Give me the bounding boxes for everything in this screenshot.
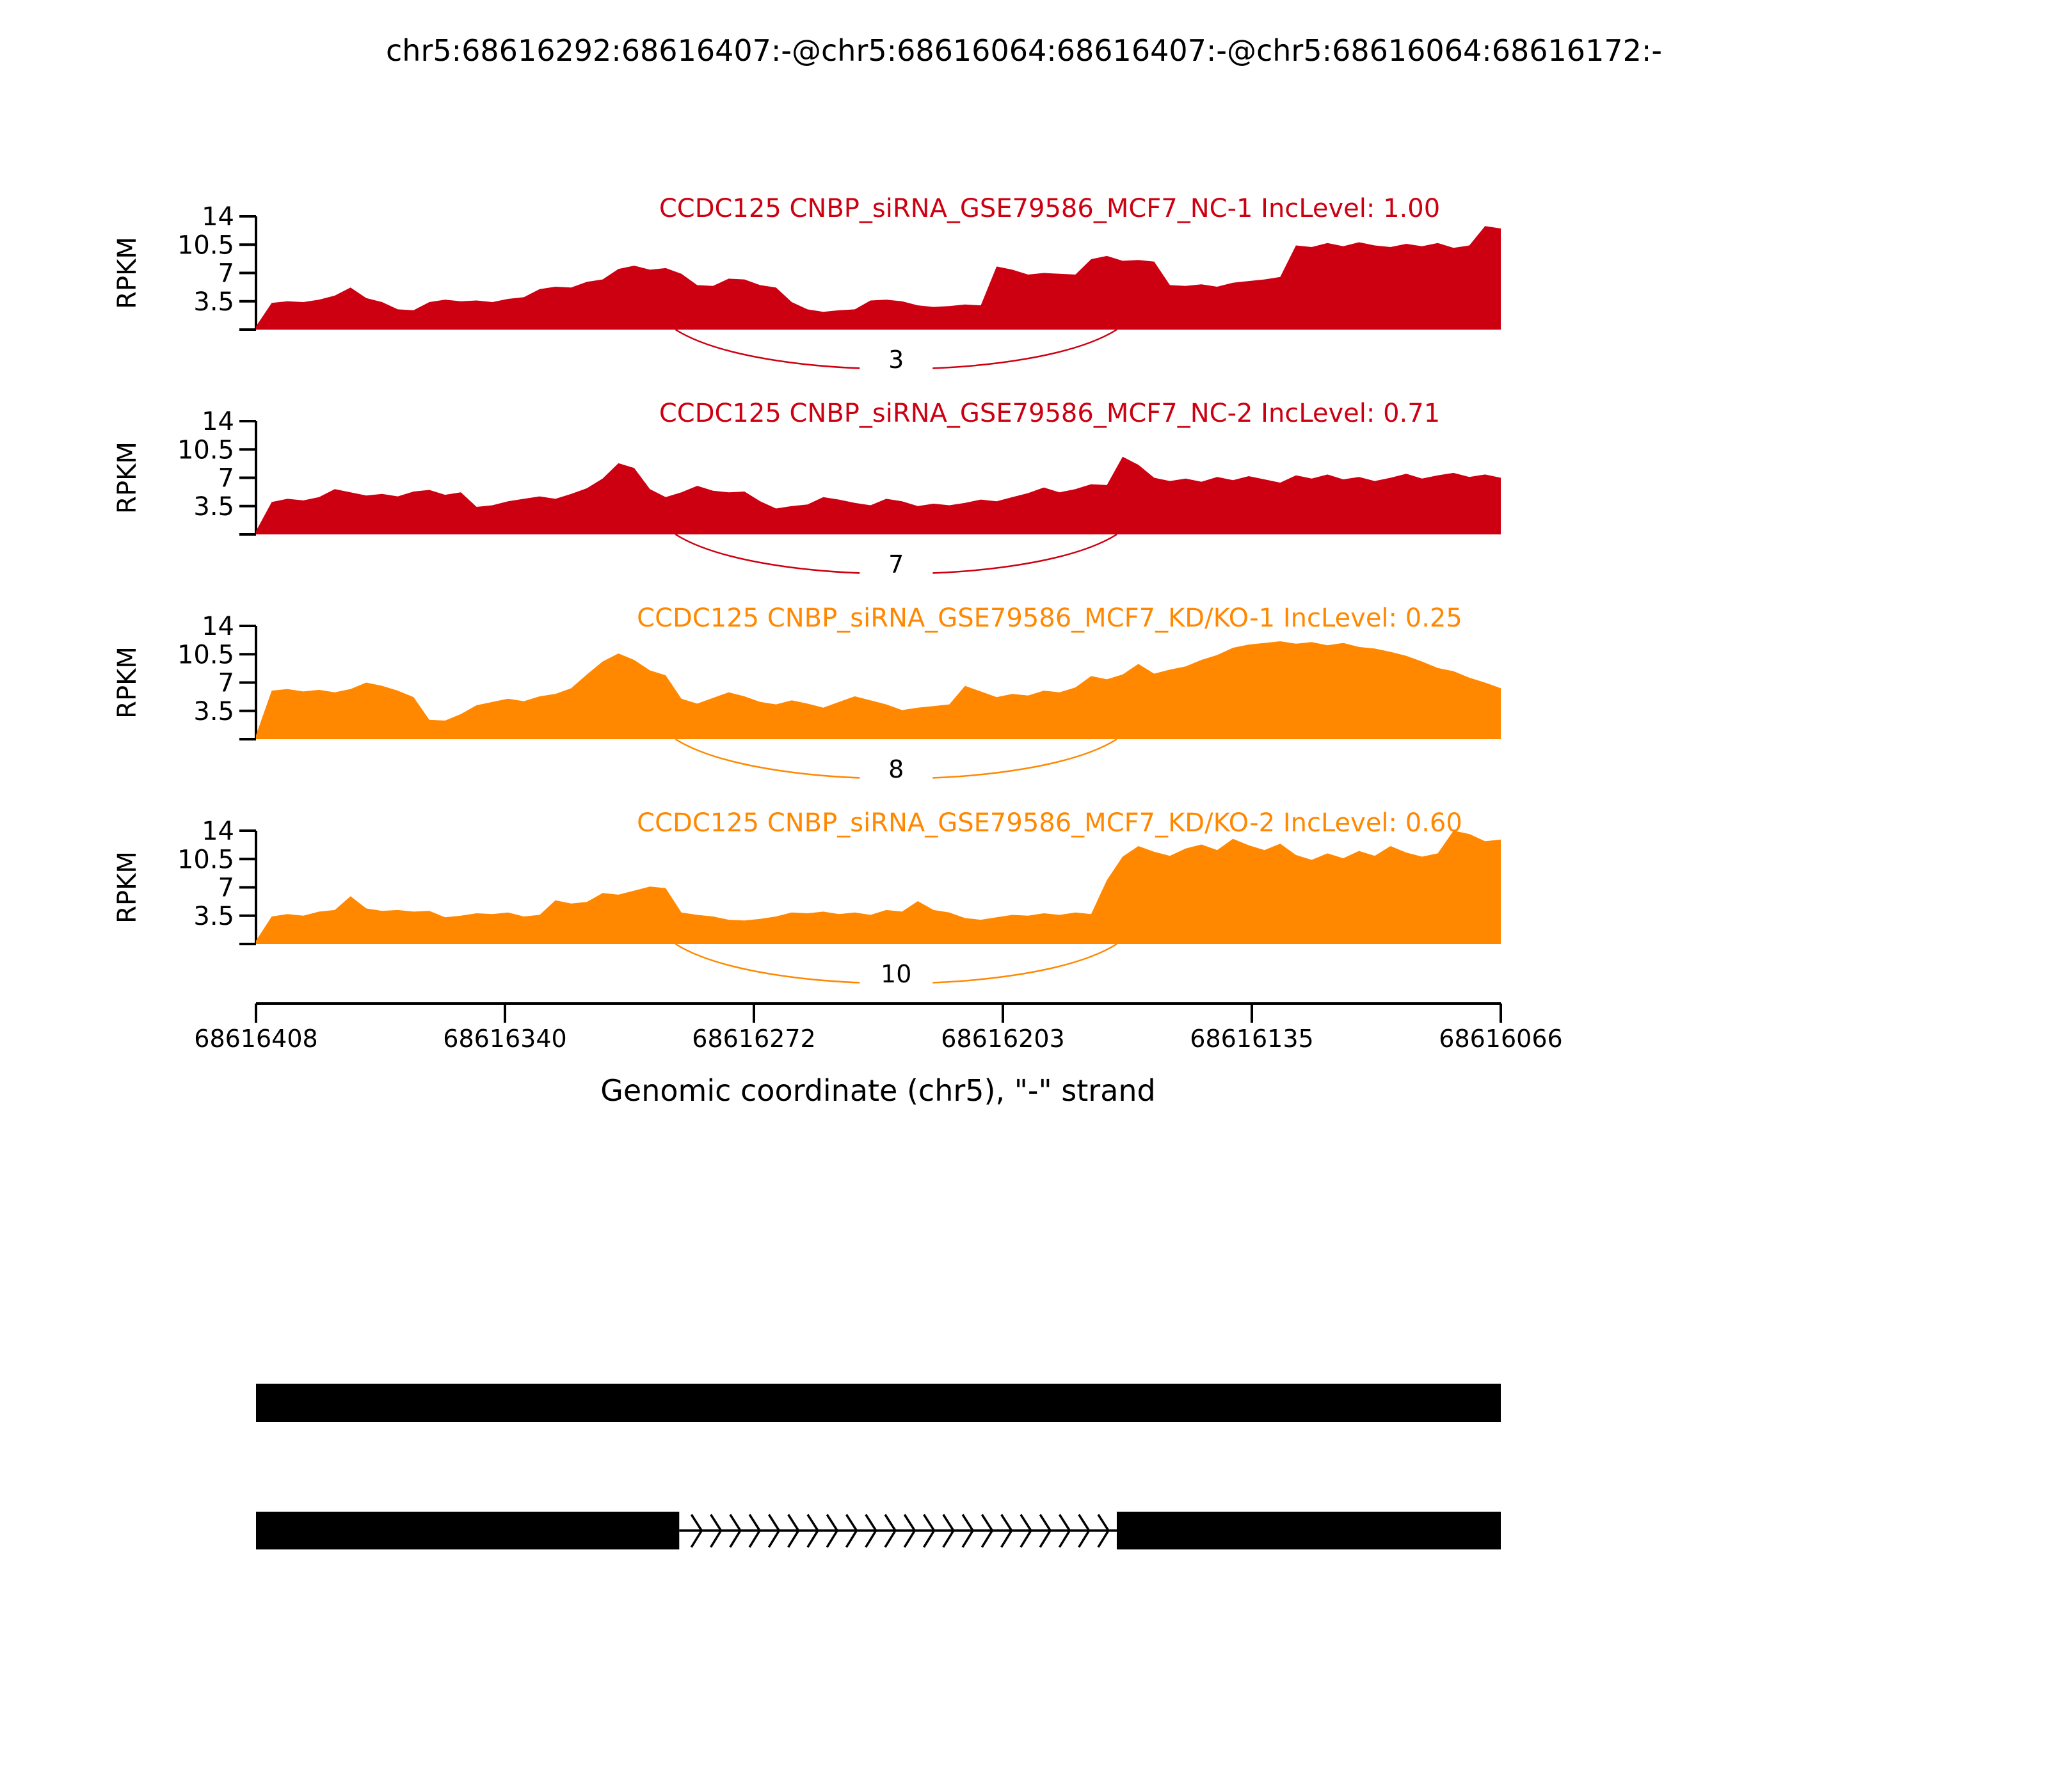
y-axis-label: RPKM: [113, 237, 142, 309]
coverage-area: [256, 831, 1501, 944]
coverage-area: [256, 641, 1501, 739]
junction-count-label: 8: [888, 755, 904, 783]
y-tick-label: 7: [218, 873, 234, 903]
gene-model: [0, 1344, 2048, 1613]
junction-count-label: 3: [888, 346, 904, 374]
track-title: CCDC125 CNBP_siRNA_GSE79586_MCF7_KD/KO-2 IncLevel: 0.60: [637, 808, 1462, 838]
coverage-area: [256, 457, 1501, 534]
x-tick-label: 68616272: [692, 1025, 816, 1053]
y-tick-label: 3.5: [193, 287, 234, 317]
y-tick-label: 3.5: [193, 901, 234, 931]
y-axis-label: RPKM: [113, 851, 142, 924]
exon-bar: [256, 1384, 1501, 1422]
exon-bar: [1117, 1512, 1501, 1549]
track-title: CCDC125 CNBP_siRNA_GSE79586_MCF7_NC-1 IncLevel: 1.00: [659, 194, 1441, 223]
y-tick-label: 3.5: [193, 696, 234, 726]
track-title: CCDC125 CNBP_siRNA_GSE79586_MCF7_NC-2 IncLevel: 0.71: [659, 399, 1441, 428]
junction-count-label: 10: [881, 960, 912, 988]
y-tick-label: 7: [218, 668, 234, 698]
y-tick-label: 10.5: [177, 640, 234, 670]
y-tick-label: 7: [218, 259, 234, 289]
y-tick-label: 10.5: [177, 230, 234, 260]
x-tick-label: 68616066: [1439, 1025, 1563, 1053]
y-tick-label: 14: [202, 612, 234, 641]
y-tick-label: 10.5: [177, 435, 234, 465]
x-axis: [0, 986, 2048, 1152]
track-title: CCDC125 CNBP_siRNA_GSE79586_MCF7_KD/KO-1 IncLevel: 0.25: [637, 604, 1462, 633]
y-tick-label: 14: [202, 202, 234, 232]
y-axis-label: RPKM: [113, 442, 142, 514]
y-tick-label: 14: [202, 817, 234, 846]
x-tick-label: 68616135: [1190, 1025, 1314, 1053]
y-tick-label: 14: [202, 407, 234, 436]
y-tick-label: 3.5: [193, 492, 234, 522]
x-axis-label: Genomic coordinate (chr5), "-" strand: [600, 1073, 1156, 1108]
figure-title: chr5:68616292:68616407:-@chr5:68616064:68616407:-@chr5:68616064:68616172:-: [386, 33, 1662, 68]
x-tick-label: 68616203: [941, 1025, 1065, 1053]
x-tick-label: 68616340: [443, 1025, 567, 1053]
y-tick-label: 10.5: [177, 845, 234, 875]
x-tick-label: 68616408: [194, 1025, 318, 1053]
junction-count-label: 7: [888, 550, 904, 579]
y-axis-label: RPKM: [113, 646, 142, 719]
exon-bar: [256, 1512, 679, 1549]
coverage-area: [256, 226, 1501, 330]
y-tick-label: 7: [218, 463, 234, 493]
